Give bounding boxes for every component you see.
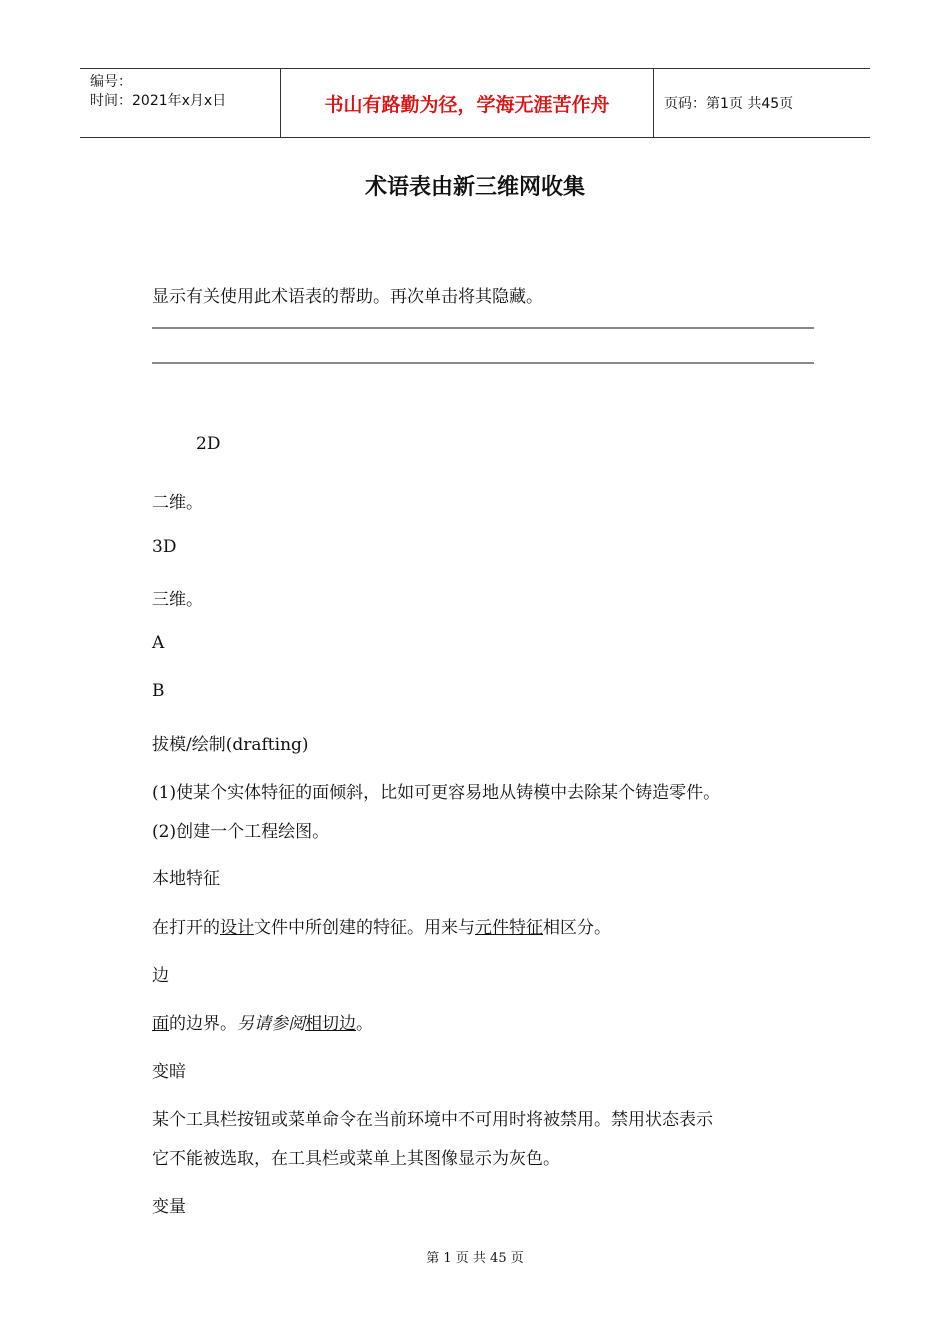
document-title: 术语表由新三维网收集 [364,175,585,200]
section-letter-b: B [152,681,165,701]
divider-top [152,327,814,329]
term-drafting: 拔模/绘制(drafting) [152,735,309,755]
def-3d: 三维。 [152,590,203,610]
page-info: 页码：第1页 共45页 [664,96,794,112]
def-local-text-a: 在打开的 [152,918,220,938]
def-dimmed-2: 它不能被选取，在工具栏或菜单上其图像显示为灰色。 [152,1149,560,1169]
header-meta-cell [80,69,281,137]
term-3d: 3D [152,537,177,557]
term-dimmed: 变暗 [152,1062,186,1082]
link-component-feature[interactable]: 元件特征 [475,918,543,938]
def-edge [152,1009,373,1034]
def-edge-text-a: 的边界。 [169,1014,237,1034]
def-local-text-b: 文件中所创建的特征。用来与 [254,918,475,938]
term-local-feature: 本地特征 [152,869,220,889]
page-footer: 第 1 页 共 45 页 [426,1251,524,1266]
term-edge: 边 [152,966,169,986]
link-face[interactable]: 面 [152,1014,169,1034]
section-letter-a: A [152,633,165,653]
def-2d: 二维。 [152,493,203,513]
term-2d: 2D [196,434,221,454]
number-label: 编号： [90,74,132,90]
help-text[interactable]: 显示有关使用此术语表的帮助。再次单击将其隐藏。 [152,287,543,307]
page-header [80,68,870,138]
def-edge-text-b: 。 [356,1014,373,1034]
see-also-label: 另请参阅 [237,1014,305,1034]
def-dimmed-1: 某个工具栏按钮或菜单命令在当前环境中不可用时将被禁用。禁用状态表示 [152,1110,713,1130]
divider-bottom [152,362,814,364]
def-local-text-c: 相区分。 [543,918,611,938]
def-drafting-1: (1)使某个实体特征的面倾斜，比如可更容易地从铸模中去除某个铸造零件。 [152,783,721,803]
link-design[interactable]: 设计 [220,918,254,938]
def-local-feature [152,913,611,938]
link-tangent-edge[interactable]: 相切边 [305,1014,356,1034]
term-variable: 变量 [152,1197,186,1217]
def-drafting-2: (2)创建一个工程绘图。 [152,822,330,842]
motto: 书山有路勤为径，学海无涯苦作舟 [281,69,654,137]
time-label: 时间：2021年x月x日 [90,93,227,109]
